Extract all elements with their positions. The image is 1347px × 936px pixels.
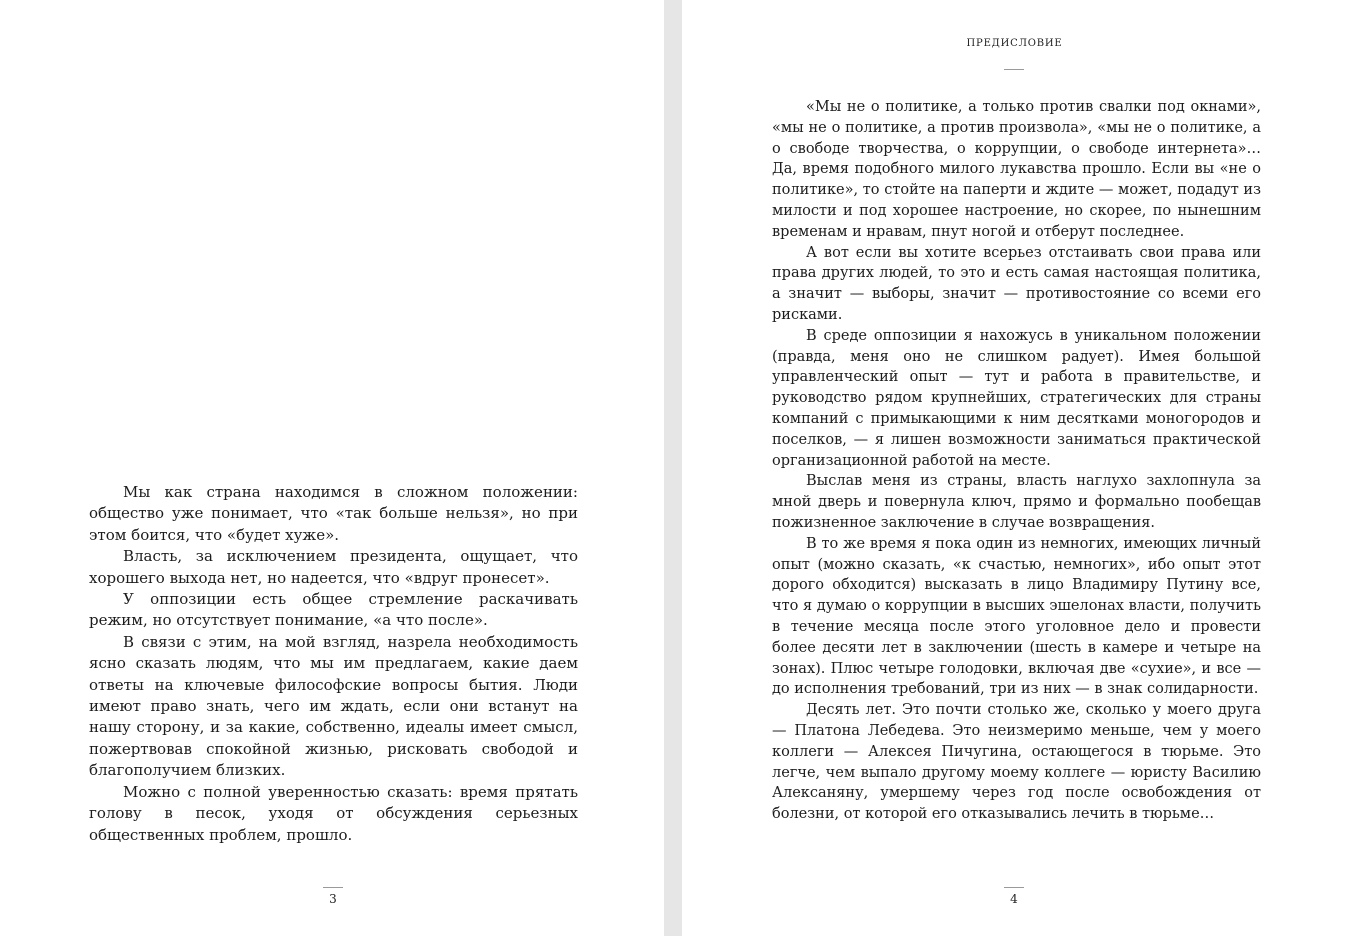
- right-page-text: [772, 97, 1261, 825]
- page-number: 4: [1010, 892, 1018, 906]
- paragraph: «Мы не о политике, а только против свалки под окнами», «мы не о политике, а против произвола», «мы не о политике, а о свободе творчества, о коррупции, о свободе интернета»… Да, время подобного милого лукавства прошло. Если вы «не о политике», то стойте на паперти и ждите — может, подадут из милости и под хорошее настроение, но скорее, по нынешним временам и нравам, пнут ногой и отберут последнее.: [772, 99, 1261, 240]
- left-page: [0, 0, 664, 936]
- running-head: ПРЕДИСЛОВИЕ: [966, 38, 1063, 49]
- page-number: 3: [329, 892, 337, 906]
- paragraph: Власть, за исключением президента, ощущает, что хорошего выхода нет, но надеется, что «вдруг пронесет».: [89, 547, 578, 587]
- paragraph: В то же время я пока один из немногих, имеющих личный опыт (можно сказать, «к счастью, немногих», ибо опыт этот дорого обходится) высказать в лицо Владимиру Путину все, что я думаю о коррупции в высших эшелонах власти, получить в течение месяца после этого уголовное дело и провести более десяти лет в заключении (шесть в камере и четыре на зонах). Плюс четыре голодовки, включая две «сухие», и все — до исполнения требований, три из них — в знак солидарности.: [772, 535, 1261, 698]
- paragraph: Выслав меня из страны, власть наглухо захлопнула за мной дверь и повернула ключ, прямо и формально пообещав пожизненное заключение в случае возвращения.: [772, 473, 1261, 531]
- paragraph: Мы как страна находимся в сложном положении: общество уже понимает, что «так больше нельзя», но при этом боится, что «будет хуже».: [89, 483, 578, 544]
- page-number-rule: [1004, 887, 1024, 888]
- paragraph: А вот если вы хотите всерьез отстаивать свои права или права других людей, то это и есть самая настоящая политика, а значит — выборы, значит — противостояние со всеми его рисками.: [772, 244, 1261, 323]
- paragraph: Десять лет. Это почти столько же, сколько у моего друга — Платона Лебедева. Это неизмеримо меньше, чем у моего коллеги — Алексея Пичугина, остающегося в тюрьме. Это легче, чем выпало другому моему коллеге — юристу Василию Алексаняну, умершему через год после освобождения от болезни, от которой его отказывались лечить в тюрьме…: [772, 702, 1261, 823]
- left-page-text: [89, 482, 578, 846]
- paragraph: У оппозиции есть общее стремление раскачивать режим, но отсутствует понимание, «а что после».: [89, 590, 578, 630]
- paragraph: В связи с этим, на мой взгляд, назрела необходимость ясно сказать людям, что мы им предлагаем, какие даем ответы на ключевые философские вопросы бытия. Люди имеют право знать, чего им ждать, если они встанут на нашу сторону, и за какие, собственно, идеалы имеет смысл, пожертвовав спокойной жизнью, рисковать свободой и благополучием близких.: [89, 632, 578, 780]
- running-head-rule: [1004, 69, 1024, 70]
- paragraph: Можно с полной уверенностью сказать: время прятать голову в песок, уходя от обсуждения серьезных общественных проблем, прошло.: [89, 782, 578, 844]
- right-page: [682, 0, 1347, 936]
- page-number-rule: [323, 887, 343, 888]
- paragraph: В среде оппозиции я нахожусь в уникальном положении (правда, меня оно не слишком радует). Имея большой управленческий опыт — тут и работа в правительстве, и руководство рядом крупнейших, стратегических для страны компаний с примыкающими к ним десятками моногородов и поселков, — я лишен возможности заниматься практической организационной работой на месте.: [772, 327, 1261, 469]
